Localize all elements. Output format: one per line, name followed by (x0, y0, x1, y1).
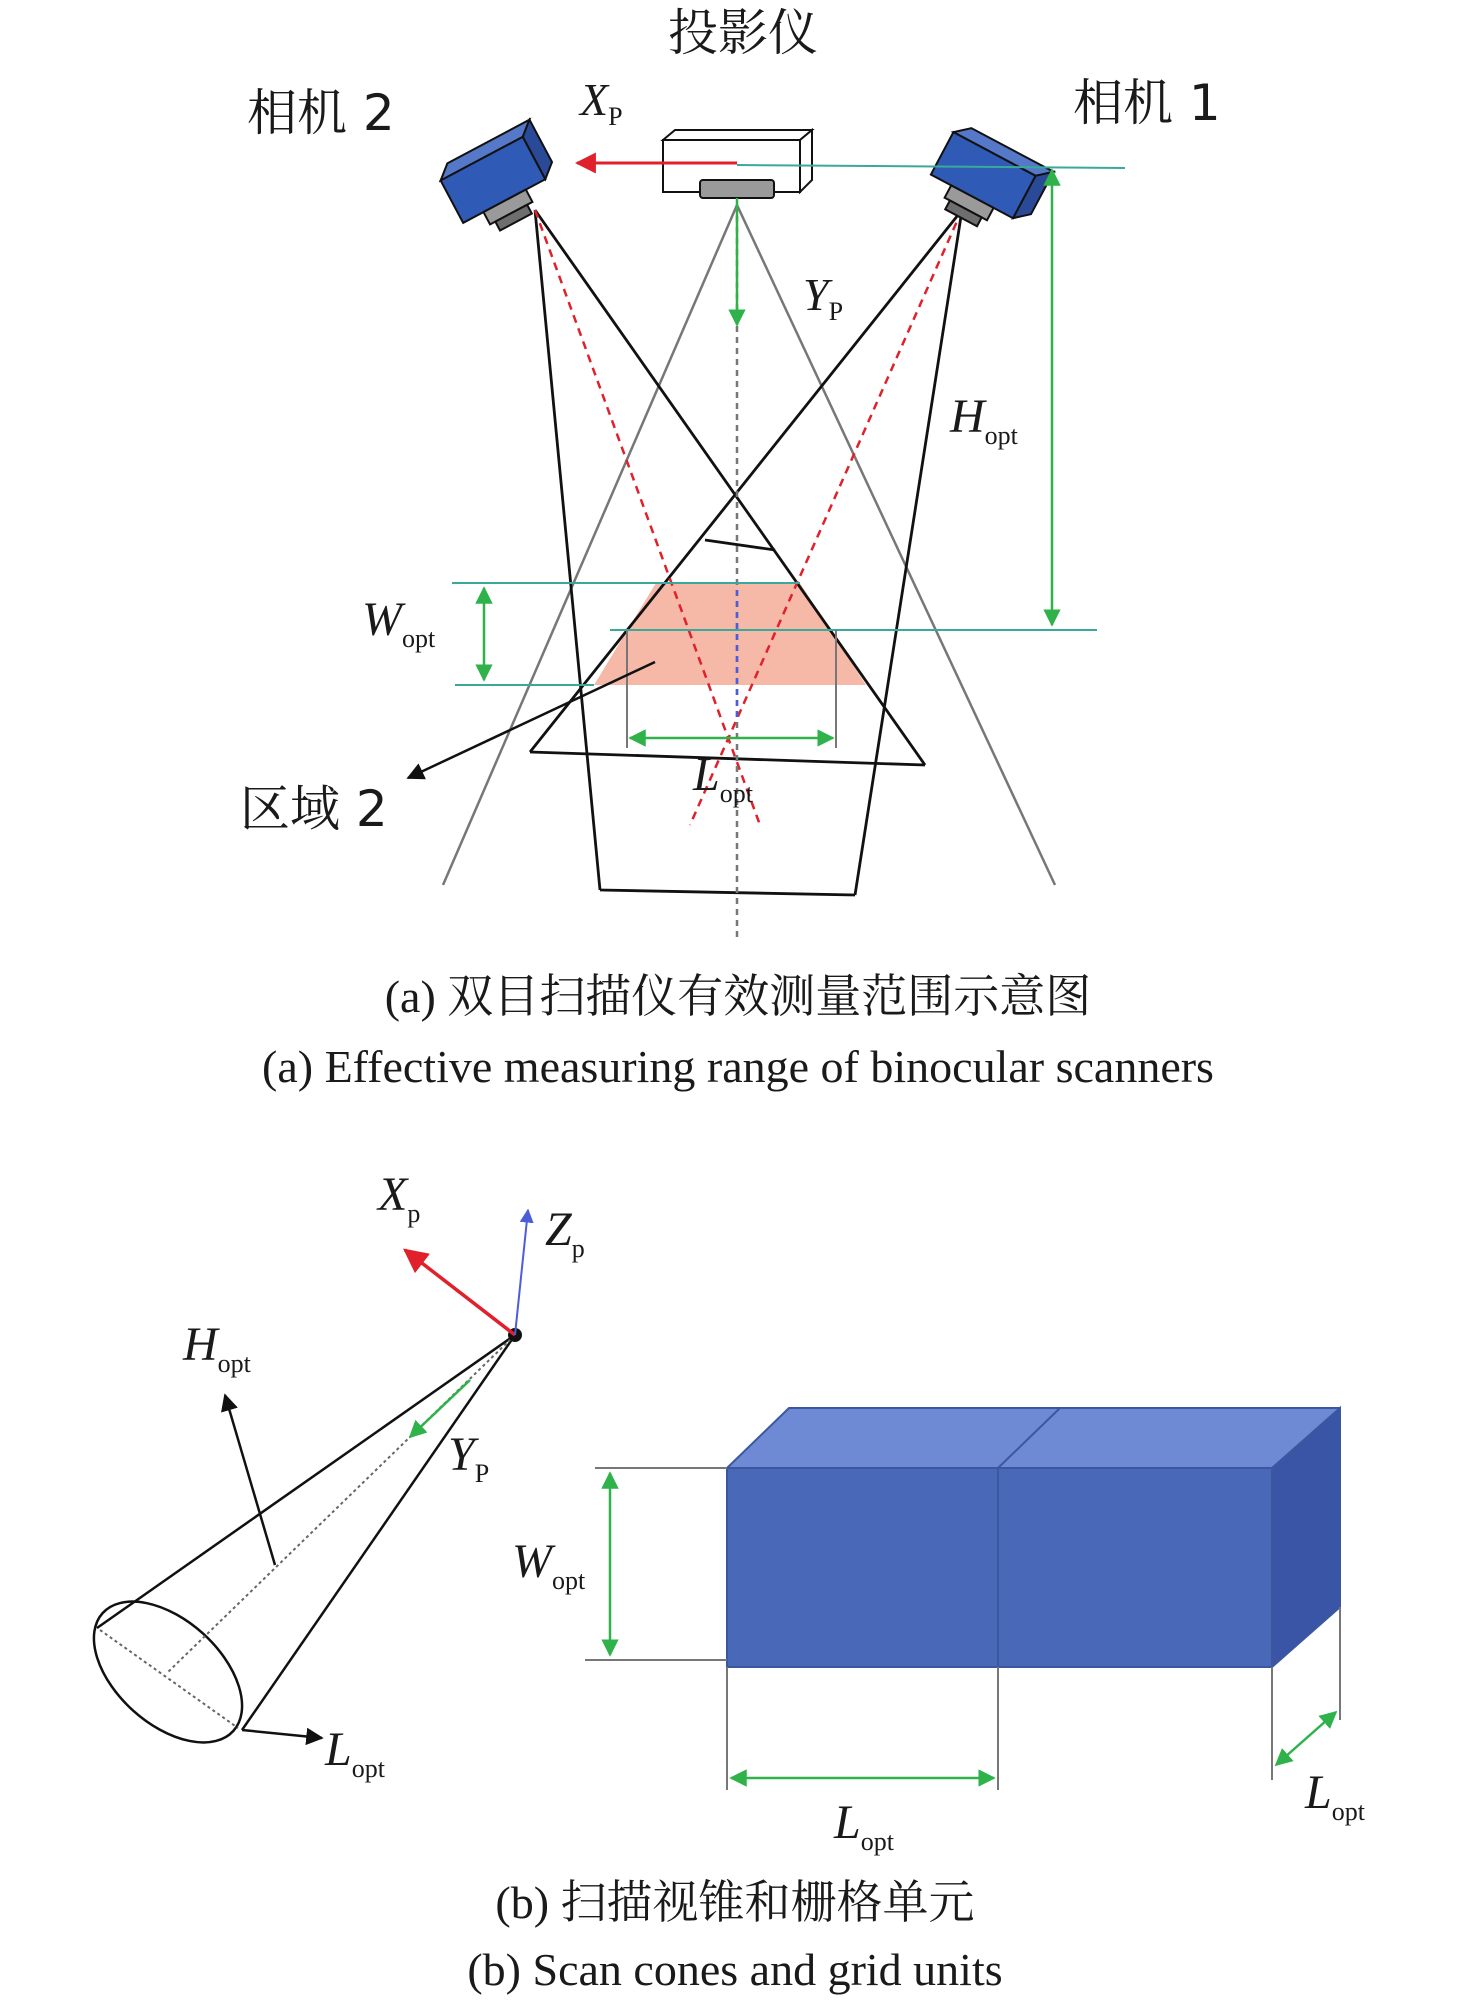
caption-a-cn: (a) 双目扫描仪有效测量范围示意图 (384, 971, 1092, 1022)
projector-label: 投影仪 (668, 4, 818, 62)
cone-base-diameter (100, 1630, 238, 1728)
camera-2-device (435, 120, 569, 244)
h-opt-label: $H_{opt}$ (950, 390, 1018, 450)
l-opt-label-front: $L_{opt}$ (834, 1796, 894, 1856)
camera-1-label: 相机 1 (1073, 74, 1221, 132)
yp-axis-label-b: $Y_P$ (448, 1428, 490, 1488)
h-opt-arrow (225, 1395, 275, 1565)
h-opt-label-b: $H_{opt}$ (183, 1318, 251, 1378)
xp-axis-arrow-b (405, 1250, 515, 1335)
l-opt-dimension-depth (1276, 1712, 1336, 1765)
effective-region (594, 583, 866, 685)
l-opt-label: $L_{opt}$ (693, 748, 753, 808)
caption-b-cn: (b) 扫描视锥和栅格单元 (495, 1877, 975, 1928)
l-opt-label-depth: $L_{opt}$ (1305, 1766, 1365, 1826)
region-2-label: 区域 2 (240, 780, 388, 838)
camera-1-device (920, 122, 1054, 246)
caption-b-en: (b) Scan cones and grid units (467, 1944, 1003, 1995)
grid-top-face (727, 1408, 1340, 1468)
l-opt-arrow (242, 1730, 322, 1738)
camera-2-label: 相机 2 (247, 84, 395, 142)
xp-axis-label: $X_P$ (580, 74, 623, 131)
xp-axis-label-b: $X_p$ (378, 1168, 421, 1228)
w-opt-label-b: $W_{opt}$ (512, 1535, 586, 1595)
l-opt-label-cone: $L_{opt}$ (325, 1723, 385, 1783)
caption-a-en: (a) Effective measuring range of binocular scanners (262, 1041, 1214, 1092)
zp-axis-label: $Z_p$ (545, 1203, 585, 1263)
panel-a (240, 4, 1221, 1092)
yp-axis-label: $Y_P$ (803, 269, 844, 326)
w-opt-label: $W_{opt}$ (362, 593, 436, 653)
zp-axis-arrow (515, 1210, 528, 1335)
panel-b (68, 1168, 1366, 1995)
grid-front-face (727, 1468, 1272, 1667)
grid-units (727, 1408, 1340, 1667)
